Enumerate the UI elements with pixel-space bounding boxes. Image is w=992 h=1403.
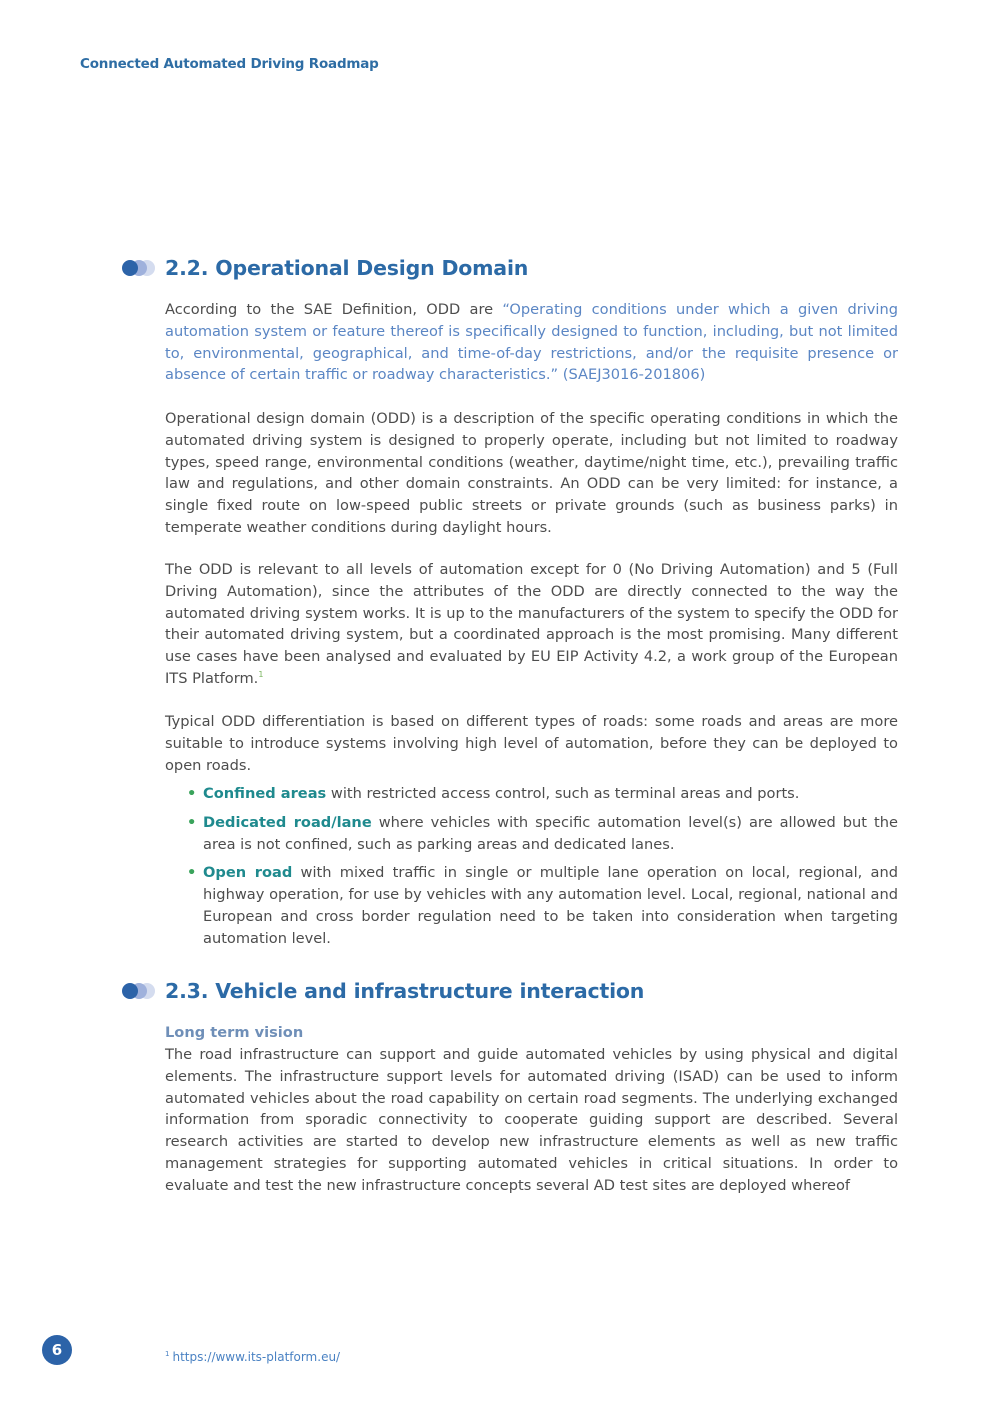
- list-item-term: Open road: [203, 864, 293, 882]
- odd-definition-paragraph: [165, 299, 898, 386]
- section-dots-icon: [121, 982, 161, 1000]
- bullet-icon: •: [187, 813, 197, 831]
- sae-reference: (SAEJ3016-201806): [558, 366, 706, 384]
- list-item-term: Dedicated road/lane: [203, 813, 372, 831]
- infrastructure-paragraph: The road infrastructure can support and guide automated vehicles by using physical and digital elements. The infrastructure support levels for automated driving (ISAD) can be used to inform automated vehicles about the road capability on certain road segments. The underlying exchanged information from sporadic connectivity to cooperate guiding support are described. Several research activities are started to develop new infrastructure elements as well as new traffic management strategies for supporting automated vehicles in critical situations. In order to evaluate and test the new infrastructure concepts several AD test sites are deployed whereof: [165, 1046, 898, 1194]
- odd-levels-paragraph: [165, 559, 898, 690]
- list-item: [187, 862, 898, 949]
- odd-differentiation-paragraph: Typical ODD differentiation is based on different types of roads: some roads and areas are more suitable to introduce systems involving high level of automation, before they can be deployed to open roads.: [165, 713, 898, 774]
- list-item: [187, 812, 898, 856]
- page-number-badge: 6: [42, 1335, 72, 1365]
- subheading: Long term vision: [165, 1024, 304, 1041]
- footnote-mark: 1: [165, 1350, 170, 1358]
- section-title: 2.2. Operational Design Domain: [165, 256, 529, 280]
- footnote-reference[interactable]: 1: [258, 670, 264, 680]
- road-type-list: [187, 783, 898, 950]
- bullet-icon: •: [187, 864, 197, 882]
- list-item-text: with restricted access control, such as terminal areas and ports.: [326, 785, 800, 802]
- bullet-icon: •: [187, 785, 197, 802]
- section-heading-2-2: [121, 256, 528, 280]
- list-item-term: Confined areas: [203, 785, 327, 802]
- odd-description-paragraph: Operational design domain (ODD) is a description of the specific operating conditions in which the automated driving system is designed to properly operate, including but not limited to roadway types, speed range, environmental conditions (weather, daytime/night time, etc.), prevailing traffic law and regulations, and other domain constraints. An ODD can be very limited: for instance, a single fixed route on low-speed public streets or private grounds (such as business parks) in temperate weather conditions during daylight hours.: [165, 410, 898, 536]
- section-dots-icon: [121, 259, 161, 277]
- footnote: [165, 1350, 340, 1364]
- sae-quote: “Operating conditions under which a given driving automation system or feature thereof is specifically designed to function, including, but not limited to, environmental, geographical, and time-of-day restrictions, and/or the requisite presence or absence of certain traffic or roadway characteristics.”: [165, 301, 898, 384]
- running-header: Connected Automated Driving Roadmap: [80, 56, 379, 72]
- section-title: 2.3. Vehicle and infrastructure interaction: [165, 979, 645, 1003]
- list-item-text: where vehicles with specific automation level(s) are allowed but the area is not confined, such as parking areas and dedicated lanes.: [203, 813, 898, 853]
- paragraph-text: The ODD is relevant to all levels of automation except for 0 (No Driving Automation) and 5 (Full Driving Automation), since the attributes of the ODD are directly connected to the way the automated driving system works. It is up to the manufacturers of the system to specify the ODD for their automated driving system, but a coordinated approach is the most promising. Many different use cases have been analysed and evaluated by EU EIP Activity 4.2, a work group of the European ITS Platform.: [165, 561, 898, 687]
- footnote-link[interactable]: https://www.its-platform.eu/: [172, 1350, 341, 1364]
- list-item-text: with mixed traffic in single or multiple lane operation on local, regional, and highway operation, for use by vehicles with any automation level. Local, regional, national and European and cross border regulation need to be taken into consideration when targeting automation level.: [203, 864, 898, 947]
- list-item: [187, 783, 898, 805]
- section-heading-2-3: [121, 979, 644, 1003]
- paragraph-intro: According to the SAE Definition, ODD are: [165, 301, 503, 318]
